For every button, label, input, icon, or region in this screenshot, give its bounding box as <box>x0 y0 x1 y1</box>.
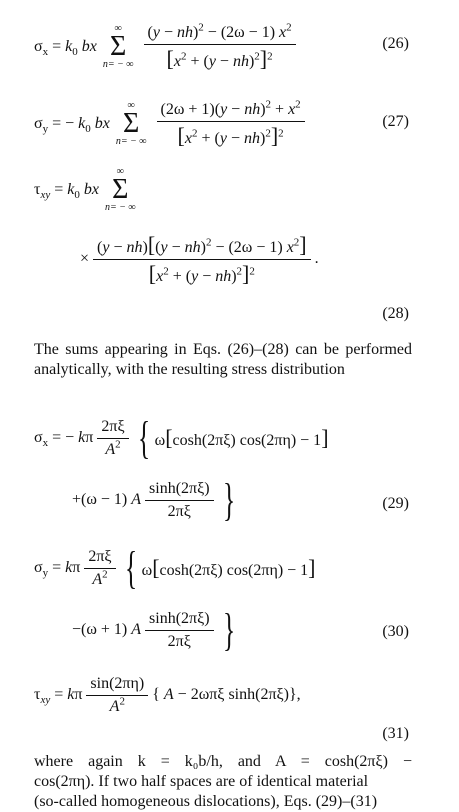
equation-26 <box>0 12 459 82</box>
paragraph-where-line1: where again k = k₀b/h, and A = cosh(2πξ) − <box>34 753 412 770</box>
equation-31: $\tau_{xy} = k\pi$ $\frac{\sin(2\pi\eta)}{A^2}$ { A − 2ωπξ sinh(2πξ)}, (31) <box>34 674 409 742</box>
equation-28: $\tau_{xy} = k_0$ bx ∞ Σ n= − ∞ × $\frac{(y - nh)[(y - nh)^2 - (2\omega - 1) x^2]}{[x^2 + (y - nh)^2]^2}$ . (28) <box>34 166 409 322</box>
sum-operator: ∞ Σ n= − ∞ <box>104 166 136 213</box>
sum-operator: ∞ Σ n= − ∞ <box>115 100 147 147</box>
equation-number-26: (26) <box>382 35 409 52</box>
equation-number-30: (30) <box>382 623 409 640</box>
eq28-lhs: $\tau_{xy} = k_0$ bx <box>34 181 99 202</box>
eq28-fraction: $\frac{(y - nh)[(y - nh)^2 - (2\omega - 1) x^2]}{[x^2 + (y - nh)^2]^2}$ <box>93 234 311 285</box>
paragraph-sums: The sums appearing in Eqs. (26)–(28) can be performed analytically, with the resulting stress distribution <box>34 341 412 378</box>
eq27-lhs: $\sigma_y$ = − $k_0$ bx <box>34 115 110 136</box>
eq26-lhs: $\sigma_x = k_0$ bx <box>34 38 97 59</box>
sum-operator: ∞ Σ n= − ∞ <box>102 23 134 70</box>
eq27-fraction: $\frac{(2\omega + 1)(y - nh)^2 + x^2}{[x^2 + (y - nh)^2]^2}$ <box>157 102 305 147</box>
times-sign: × <box>80 250 90 267</box>
eq26-fraction: $\frac{(y - nh)^2 - (2\omega - 1) x^2}{[x^2 + (y - nh)^2]^2}$ <box>144 25 296 70</box>
equation-number-27: (27) <box>382 113 409 130</box>
equation-number-31: (31) <box>382 725 409 742</box>
paragraph-where-line2: cos(2πη). If two half spaces are of identical material <box>34 773 369 790</box>
equation-30: $\sigma_y = k\pi$ $\frac{2\pi\xi}{A^2}$ { ω[cosh(2πξ) cos(2πη) − 1] −(ω + 1) A $\frac{\sinh(2\pi\xi)}{2\pi\xi}$ } (30) <box>34 542 409 655</box>
equation-27 <box>0 88 459 160</box>
equation-number-28: (28) <box>382 305 409 322</box>
paragraph-where-line3: (so-called homogeneous dislocations), Eqs. (29)–(31) <box>34 793 378 810</box>
equation-29: $\sigma_x$ = − kπ $\frac{2\pi\xi}{A^2}$ { ω[cosh(2πξ) cos(2πη) − 1] +(ω − 1) A $\frac{\sinh(2\pi\xi)}{2\pi\xi}$ } (29) <box>34 412 409 525</box>
equation-number-29: (29) <box>382 495 409 512</box>
